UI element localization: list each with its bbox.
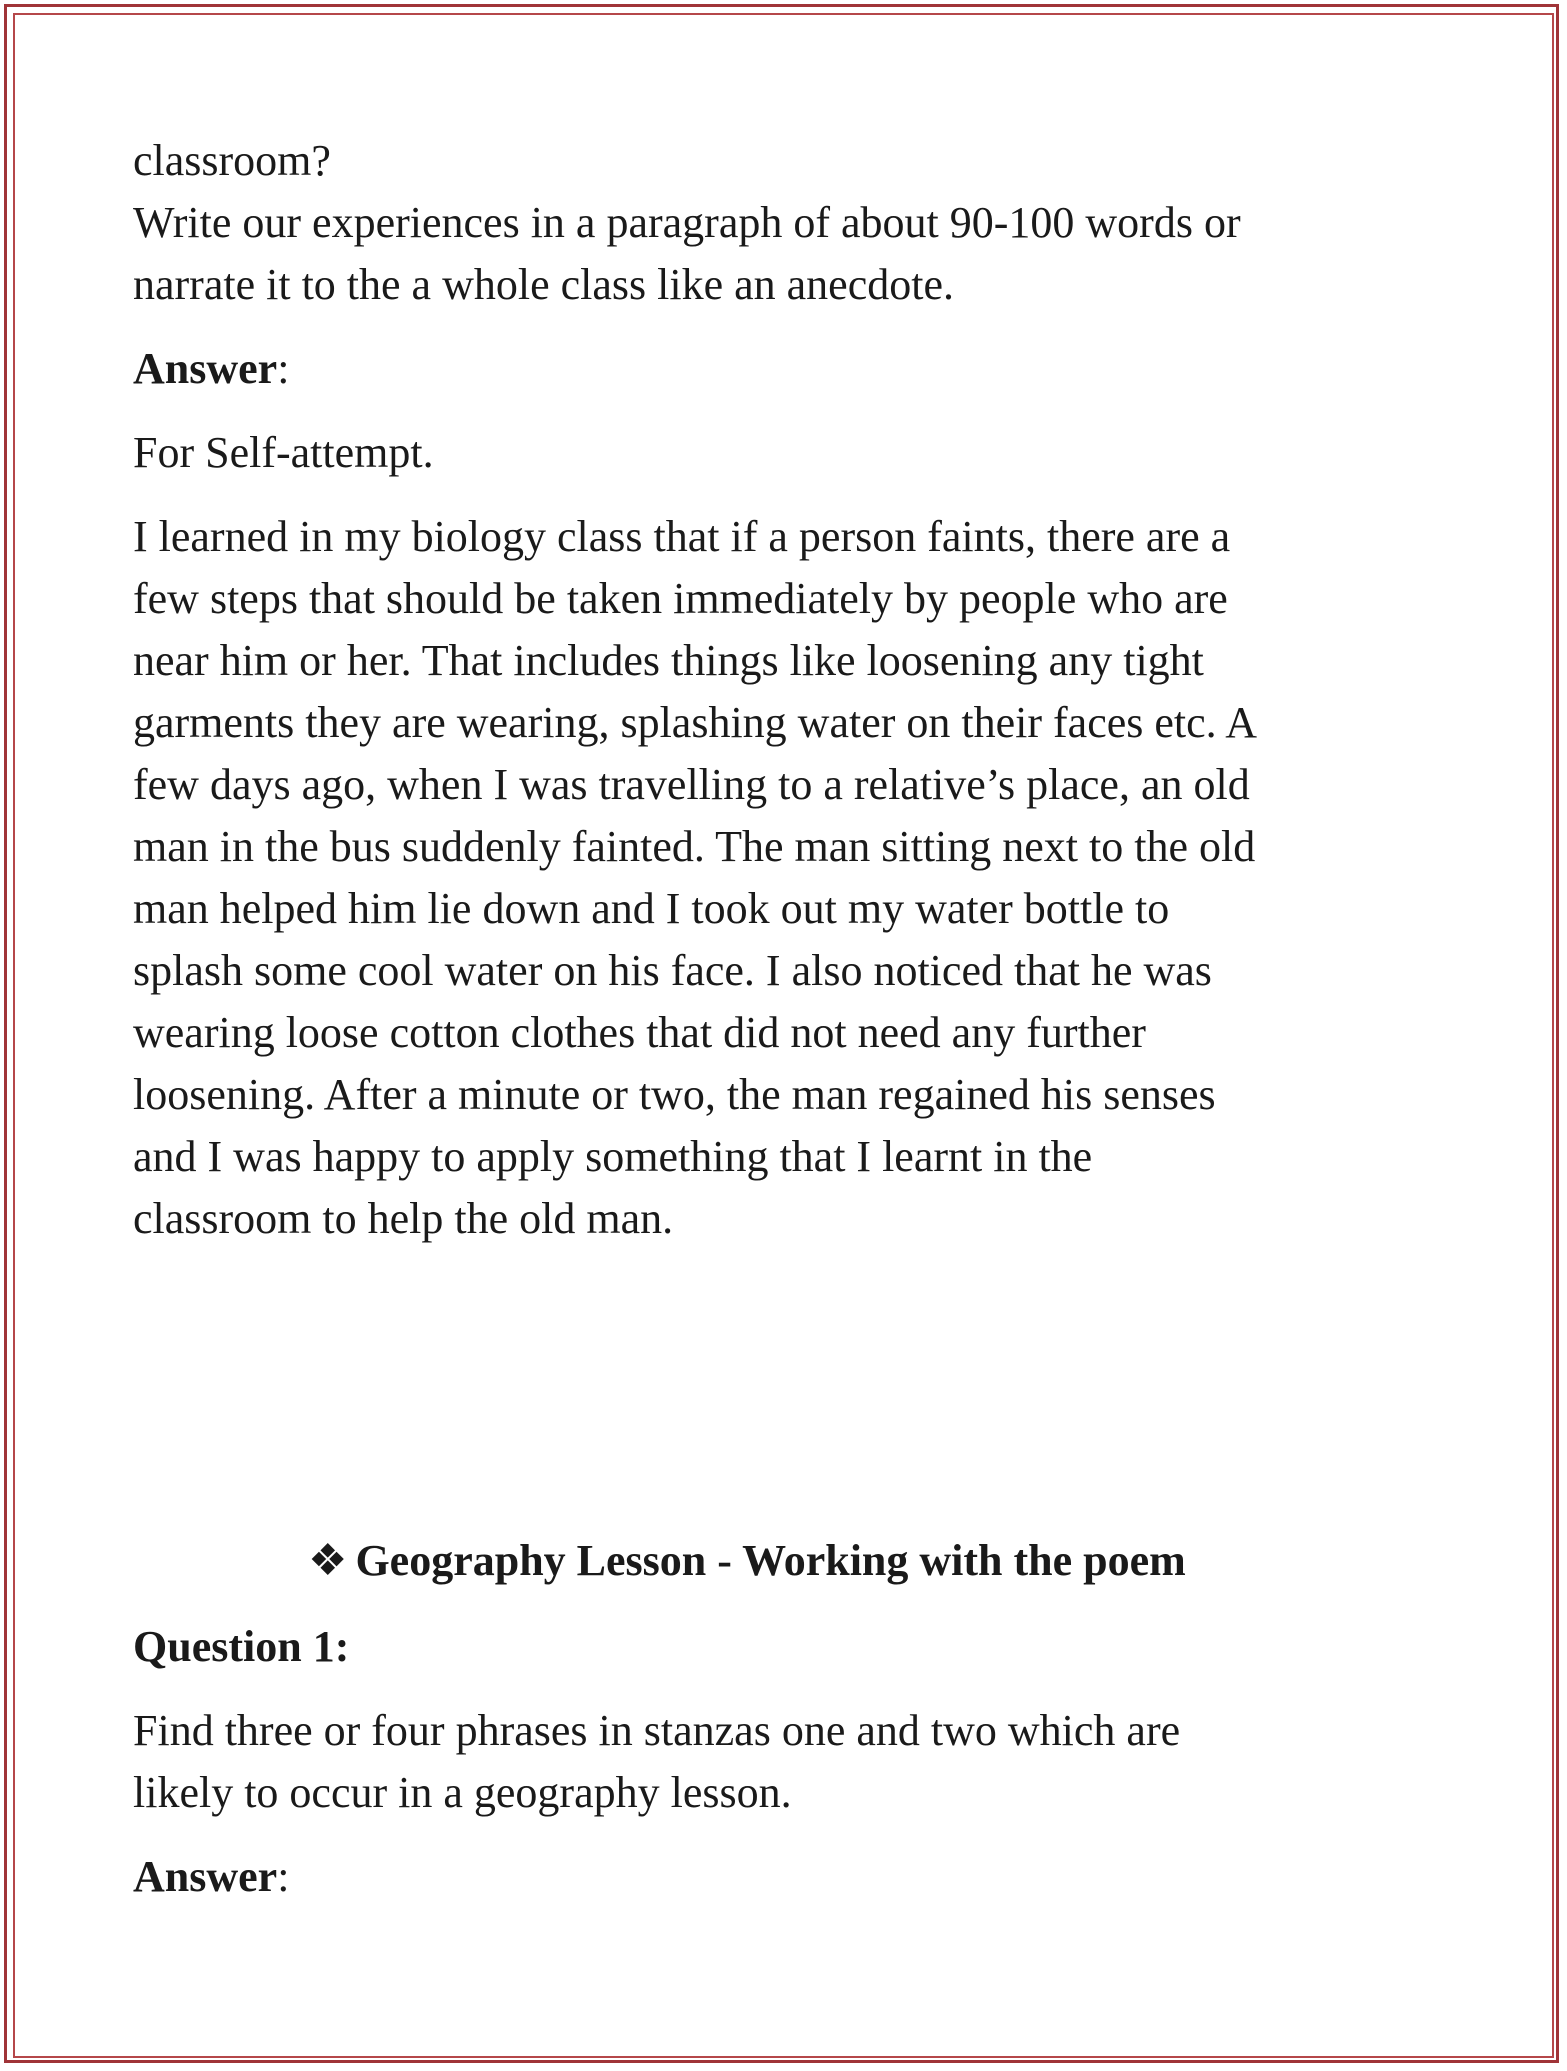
answer-colon: : [277, 1852, 290, 1901]
question-label: Question 1: [133, 1622, 350, 1671]
paragraph-line: loosening. After a minute or two, the man regained his senses [133, 1070, 1216, 1119]
upper-content [133, 130, 1433, 1250]
paragraph-line: few days ago, when I was travelling to a relative’s place, an old [133, 760, 1250, 809]
answer-heading [133, 1846, 1433, 1908]
section-heading [308, 1530, 1186, 1592]
question-tail [133, 130, 1433, 316]
answer-heading [133, 338, 1433, 400]
paragraph-line: wearing loose cotton clothes that did not need any further [133, 1008, 1146, 1057]
paragraph-line: man helped him lie down and I took out my water bottle to [133, 884, 1170, 933]
section-title: Geography Lesson - Working with the poem [355, 1536, 1186, 1585]
paragraph-line: near him or her. That includes things like loosening any tight [133, 636, 1204, 685]
question-text [133, 1700, 1433, 1824]
paragraph-line: splash some cool water on his face. I also noticed that he was [133, 946, 1212, 995]
paragraph-line: garments they are wearing, splashing water on their faces etc. A [133, 698, 1258, 747]
question-text-line: likely to occur in a geography lesson. [133, 1768, 792, 1817]
answer-paragraph [133, 506, 1433, 1250]
lower-content [133, 1616, 1433, 1908]
answer-colon: : [277, 344, 290, 393]
question-tail-line: narrate it to the a whole class like an anecdote. [133, 260, 954, 309]
self-attempt-note: For Self-attempt. [133, 428, 434, 477]
paragraph-line: I learned in my biology class that if a person faints, there are a [133, 512, 1231, 561]
paragraph-line: few steps that should be taken immediately by people who are [133, 574, 1228, 623]
paragraph-line: and I was happy to apply something that I learnt in the [133, 1132, 1093, 1181]
answer-label: Answer [133, 344, 278, 393]
paragraph-line: classroom to help the old man. [133, 1194, 674, 1243]
diamond-bullet-icon: ❖ [308, 1536, 348, 1585]
question-tail-line: classroom? [133, 136, 331, 185]
question-text-line: Find three or four phrases in stanzas one and two which are [133, 1706, 1181, 1755]
answer-label: Answer [133, 1852, 278, 1901]
paragraph-line: man in the bus suddenly fainted. The man sitting next to the old [133, 822, 1256, 871]
question-tail-line: Write our experiences in a paragraph of about 90-100 words or [133, 198, 1241, 247]
